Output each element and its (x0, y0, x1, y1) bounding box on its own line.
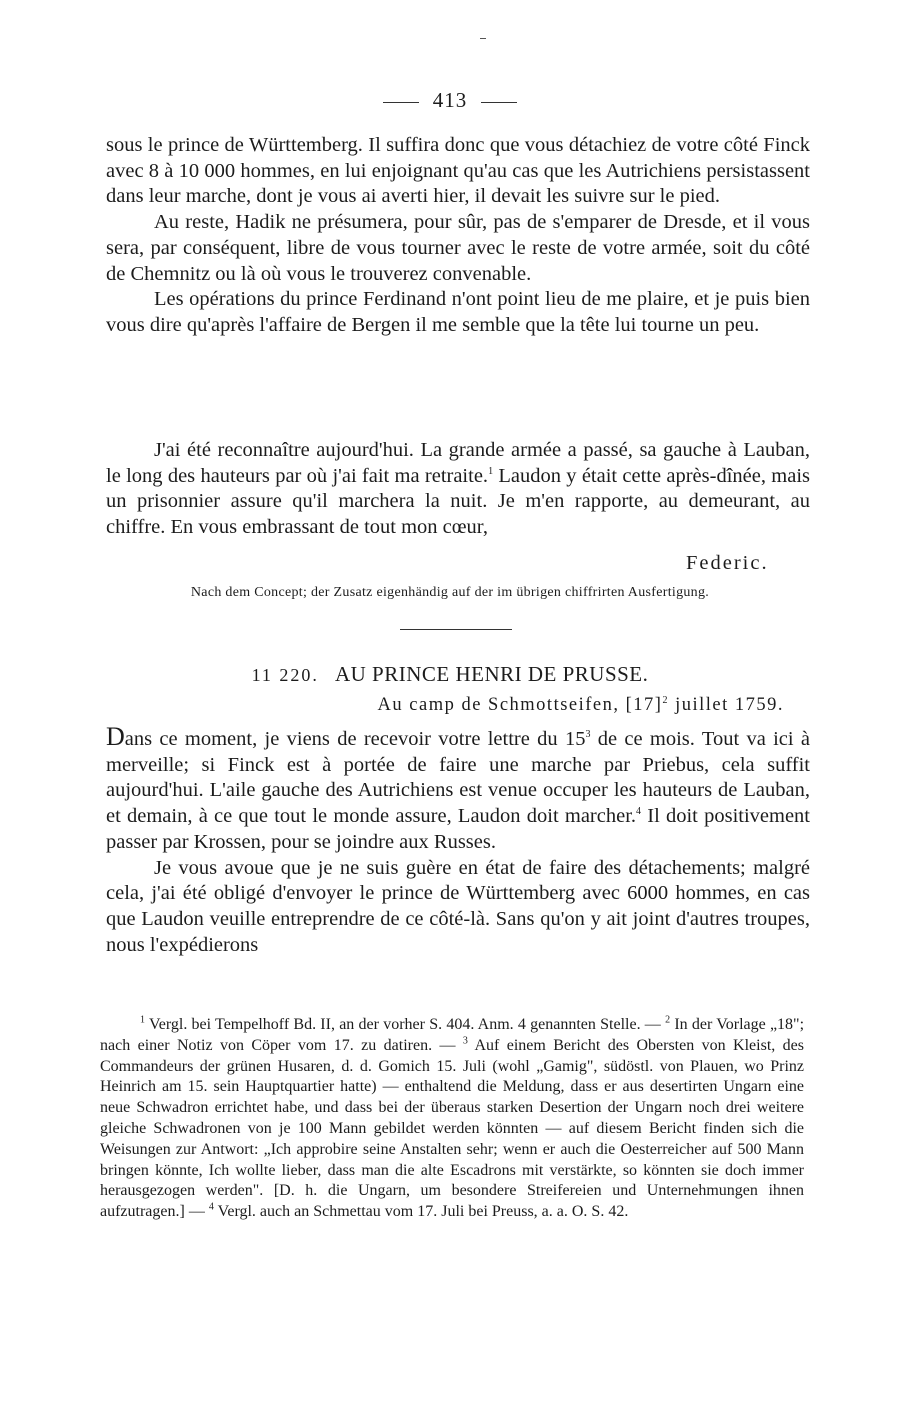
header-dash-right (481, 102, 517, 103)
previous-letter-body (106, 133, 810, 339)
footnote-number: 1 (140, 1014, 145, 1026)
footnotes (100, 1015, 804, 1223)
footnote-number: 3 (462, 1035, 468, 1047)
paragraph: Les opérations du prince Ferdinand n'ont point lieu de me plaire, et je puis bien vous dire qu'après l'affaire de Bergen il me semble que la tête lui tourne un peu. (106, 288, 810, 336)
paragraph-text: Il doit positivement passer par Krossen, pour se joindre aux Russes. (106, 805, 810, 853)
letter-number: 11 220. (251, 665, 319, 685)
dateline-date: juillet 1759. (675, 695, 784, 715)
letter-title: AU PRINCE HENRI DE PRUSSE. (334, 662, 649, 686)
footnote-ref: 2 (662, 694, 669, 706)
scan-mark (480, 38, 486, 39)
page-header (0, 88, 900, 113)
footnote-number: 2 (665, 1014, 671, 1026)
dateline-place: Au camp de Schmottseifen, [17] (377, 695, 663, 715)
signature: Federic. (686, 552, 769, 574)
footnote-text: Vergl. bei Tempelhoff Bd. II, an der vorher S. 404. Anm. 4 genannten Stelle. — (148, 1016, 661, 1033)
footnote-text: Auf einem Bericht des Obersten von Kleist, des Commandeurs der grünen Husaren, d. d. Gomich 15. Juli (wohl „Gamig", südöstl. von Plauen, wo Prinz Heinrich am 15. sein Hauptquartier hatte) — enthaltend die Meldung, dass er aus desertirten Ungarn eine neue Schwadron errichtet habe, und dass bei der überaus starken Desertion der Ungarn noch drei weitere gleiche Schwadronen von je 100 Mann gebildet werden könnten — auf diesem Bericht finden sich die Weisungen zur Antwort: „Ich approbire seine Anstalten sehr; wenn er auch die Oesterreicher auf 500 Mann bringen könnte, Ich wollte lieber, dass man die alte Escadrons mit verstärkte, so könnten sie doch immer herausgezogen werden". [D. h. die Ungarn, um besondere Streifereien und Unternehmungen ihnen aufzutragen.] — (100, 1036, 805, 1221)
footnote-number: 4 (208, 1201, 214, 1213)
paragraph: Au reste, Hadik ne présumera, pour sûr, pas de s'emparer de Dresde, et il vous sera, par conséquent, libre de vous tourner avec le reste de votre armée, soit du côté de Chemnitz ou là où vous le trouverez convenable. (106, 211, 810, 285)
footnote-ref: 1 (488, 465, 494, 477)
paragraph: Je vous avoue que je ne suis guère en état de faire des détachements; malgré cela, j'ai été obligé d'envoyer le prince de Württemberg avec 6000 hommes, en cas que Laudon veuille entreprendre de ce côté-là. Sans qu'on y ait joint d'autres troupes, nous l'expédierons (106, 856, 810, 956)
footnote-text: In der Vorlage „18"; nach einer Notiz von Cöper vom 17. zu datiren. — (100, 1016, 805, 1054)
footnote-text: Vergl. auch an Schmettau vom 17. Juli bei Preuss, a. a. O. S. 42. (217, 1203, 629, 1221)
footnote-ref: 3 (585, 729, 591, 741)
paragraph-text: ans ce moment, je viens de recevoir votre lettre du 15 (124, 728, 586, 750)
footnote-ref: 4 (636, 806, 642, 818)
postscript (106, 438, 810, 541)
letter-heading (0, 662, 900, 687)
paragraph-text: de ce mois. Tout va ici à merveille; si Finck est à portée de faire une marche par Priebus, cela suffit aujourd'hui. L'aile gauche des Autrichiens est venue occuper les hauteurs de Lauban, et demain, à ce que tout le monde assure, Laudon doit marcher. (106, 728, 810, 828)
initial-letter: D (106, 722, 125, 751)
letter-dateline (0, 695, 784, 716)
paragraph: sous le prince de Württemberg. Il suffira donc que vous détachiez de votre côté Finck avec 8 à 10 000 hommes, en lui enjoignant qu'au cas que les Autrichiens persistassent dans leur marche, dont je vous ai averti hier, il devait les suivre sur le pied. (106, 134, 810, 208)
postscript-paragraph (106, 438, 810, 541)
letter-body (106, 724, 810, 958)
paragraph (106, 724, 810, 856)
page-number: 413 (432, 88, 468, 112)
header-dash-left (383, 102, 419, 103)
postscript-text: J'ai été reconnaître aujourd'hui. La grande armée a passé, sa gauche à Lauban, le long des hauteurs par où j'ai fait ma retraite. (106, 439, 810, 487)
footnote-block (100, 1015, 804, 1223)
source-note: Nach dem Concept; der Zusatz eigenhändig auf der im übrigen chiffrirten Ausfertigung. (190, 585, 710, 600)
postscript-text-cont: Laudon y était cette après-dînée, mais un prisonnier assure qu'il marchera la nuit. Je m'en rapporte, au demeurant, au chiffre. En vous embrassant de tout mon cœur, (106, 464, 810, 539)
section-divider (400, 629, 512, 630)
